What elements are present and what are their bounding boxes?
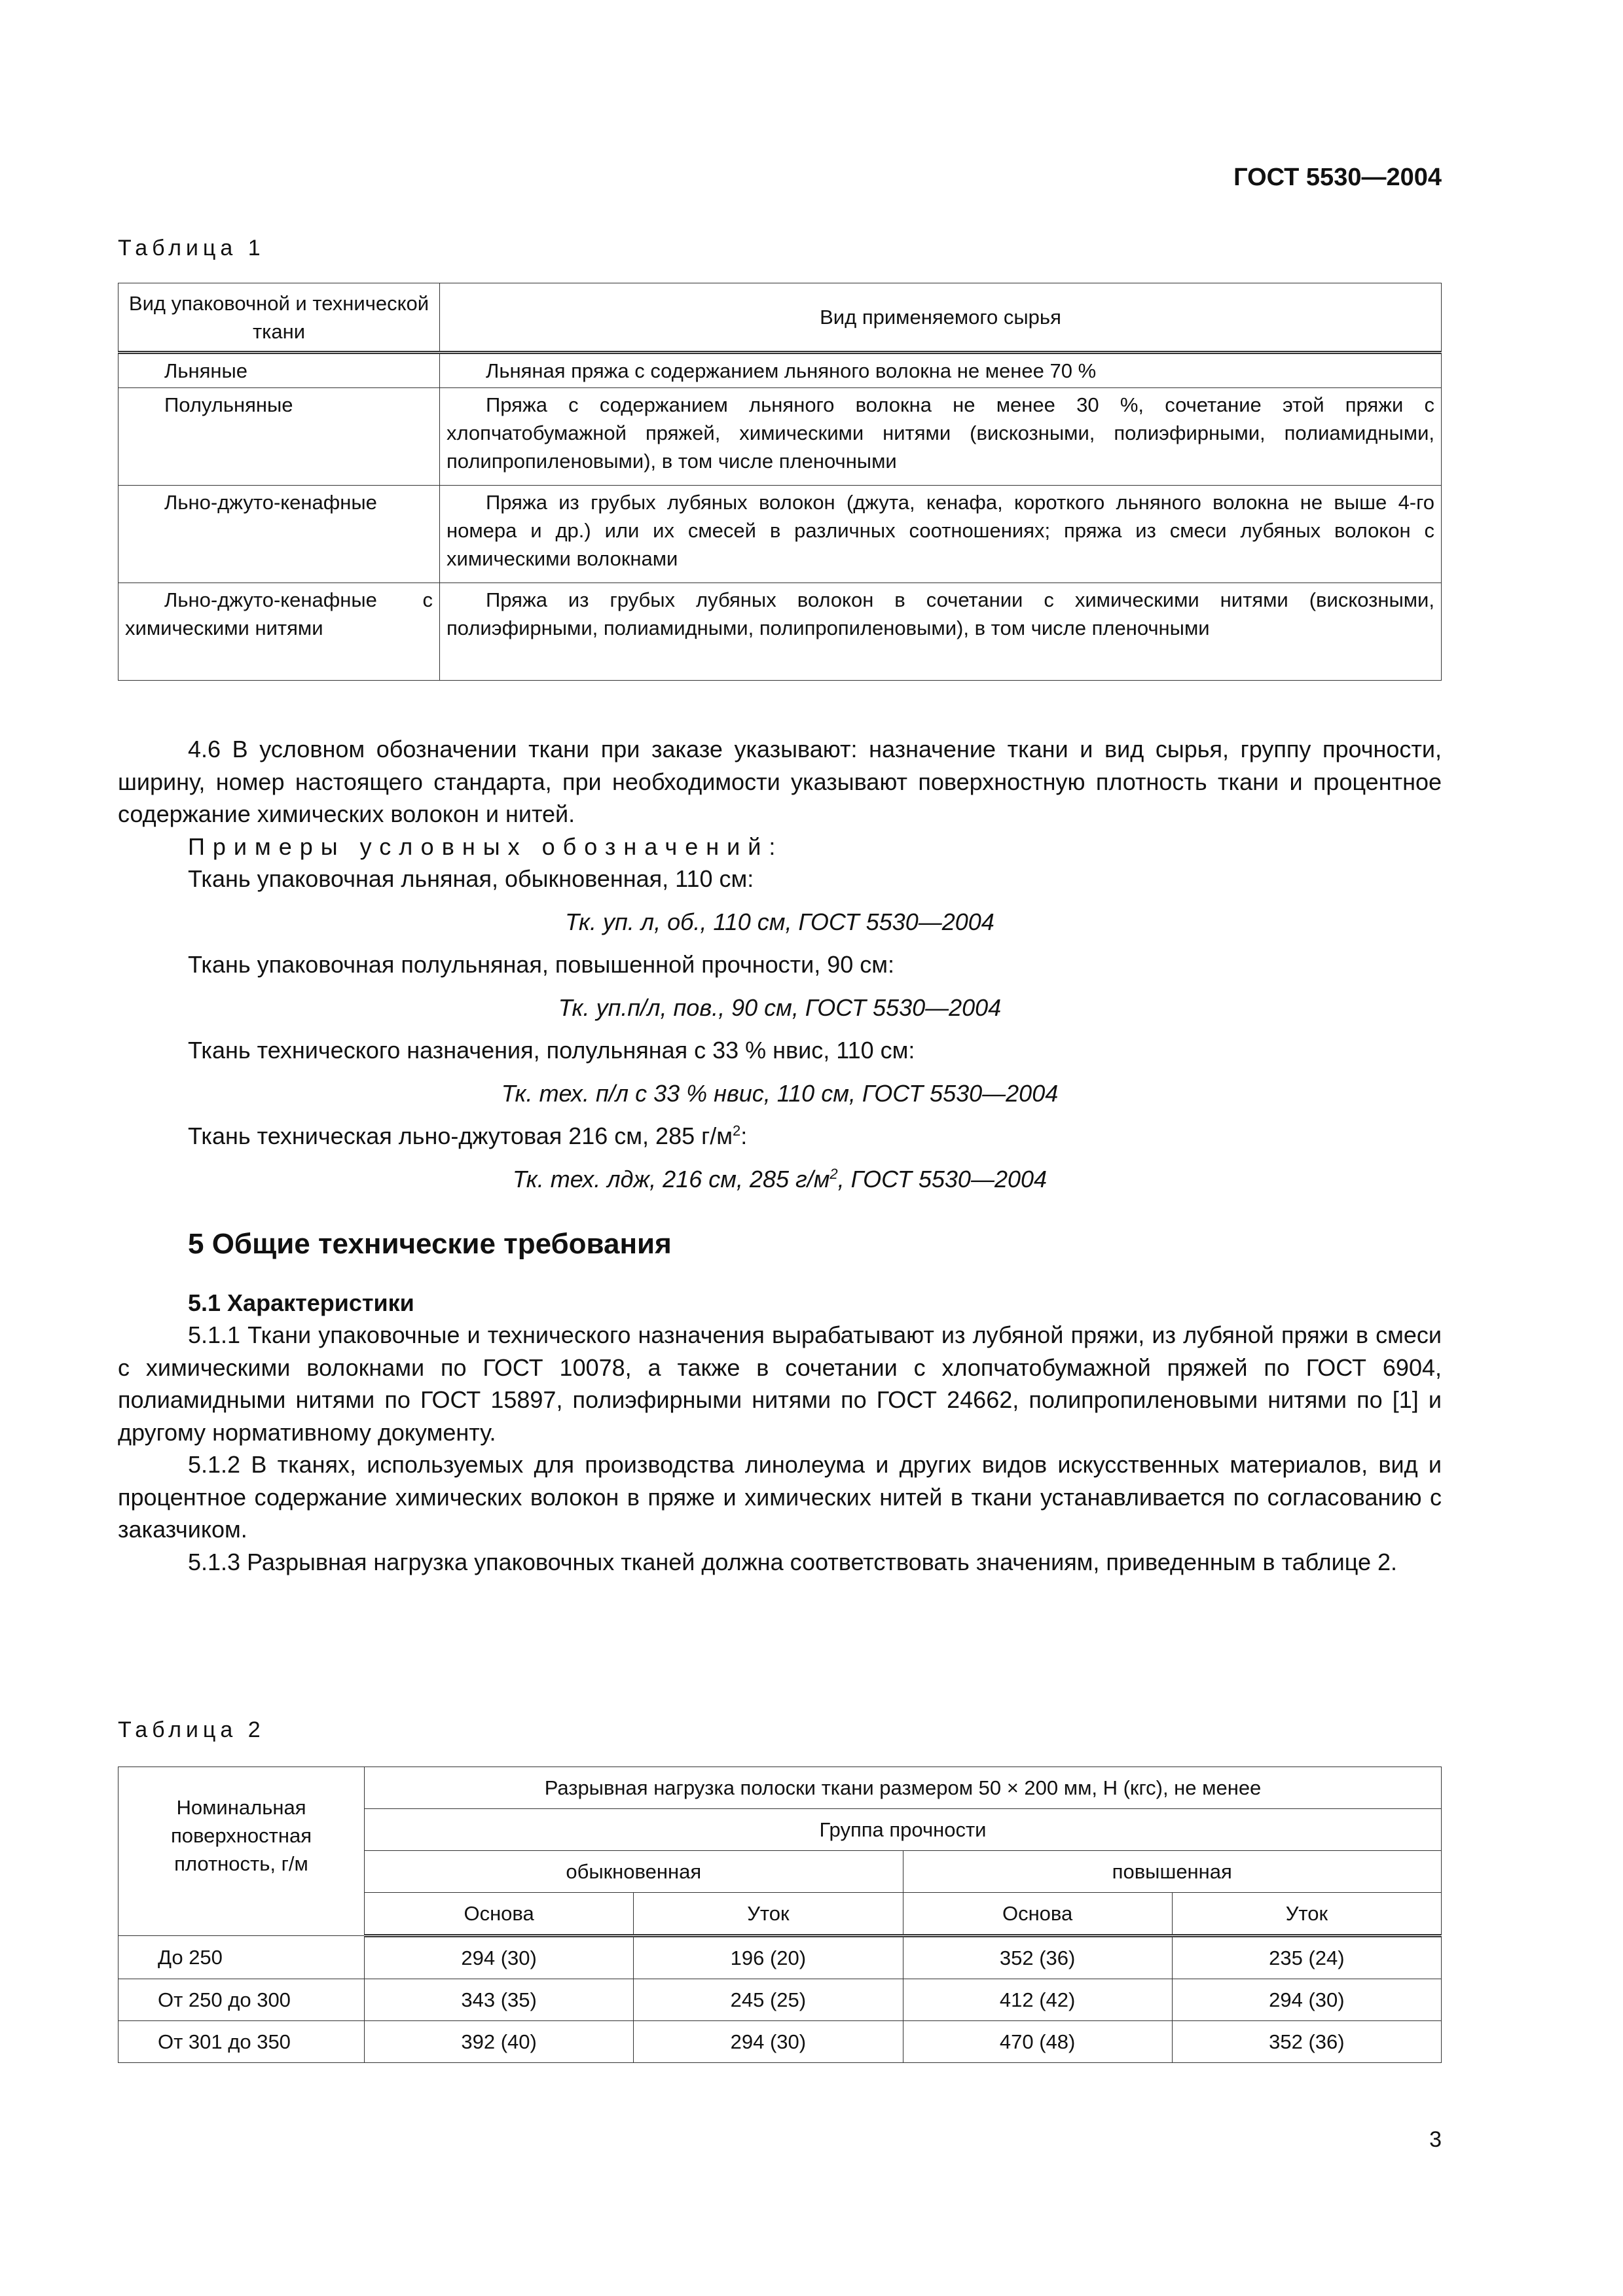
table-row [119, 1936, 1442, 1979]
page-number: 3 [1429, 2127, 1442, 2152]
density-cell: От 250 до 300 [119, 1979, 365, 2021]
density-cell: До 250 [119, 1936, 365, 1979]
header-cell: Уток [1172, 1893, 1441, 1936]
example-code: Тк. уп.п/л, пов., 90 см, ГОСТ 5530—2004 [558, 994, 1002, 1021]
example-text: Ткань упаковочная полульняная, повышенной прочности, 90 см: [188, 951, 894, 978]
example-code-part: , ГОСТ 5530—2004 [837, 1165, 1048, 1193]
table-row [119, 486, 1442, 583]
example-code-part: Тк. тех. лдж, 216 см, 285 г/м [512, 1165, 830, 1193]
raw-material: Пряжа из грубых лубяных волокон (джута, кенафа, короткого льняного волокна не выше 4-го номера и др.) или их смесей в различных соотношениях; пряжа из смеси лубяных волокон с химическими волокнами [440, 486, 1442, 583]
table-header-row [119, 1767, 1442, 1809]
row-header-cell: Номинальная поверхностная плотность, г/м [119, 1767, 365, 1936]
value-cell: 412 (42) [903, 1979, 1172, 2021]
table-row [119, 583, 1442, 681]
superscript: 2 [830, 1165, 838, 1182]
example-text-part: Ткань техническая льно-джутовая 216 см, 285 г/м [188, 1122, 733, 1149]
example-code: Тк. уп. л, об., 110 см, ГОСТ 5530—2004 [565, 908, 994, 935]
header-cell: обыкновенная [365, 1851, 903, 1893]
value-cell: 470 (48) [903, 2021, 1172, 2063]
value-cell: 196 (20) [634, 1936, 903, 1979]
example-text-part: : [740, 1122, 748, 1149]
superscript: 2 [733, 1122, 741, 1139]
header-cell: Уток [634, 1893, 903, 1936]
raw-material: Льняная пряжа с содержанием льняного волокна не менее 70 % [440, 353, 1442, 388]
example-text: Ткань технического назначения, полульняная с 33 % нвис, 110 см: [188, 1037, 915, 1064]
fabric-type: Полульняные [119, 388, 440, 486]
value-cell: 352 (36) [903, 1936, 1172, 1979]
table-row [119, 1979, 1442, 2021]
value-cell: 392 (40) [365, 2021, 634, 2063]
document-header: ГОСТ 5530—2004 [1233, 164, 1442, 191]
header-cell: Вид упаковочной и технической ткани [119, 283, 440, 353]
fabric-type: Льно-джуто-кенафные с химическими нитями [119, 583, 440, 681]
table-2 [118, 1767, 1442, 2063]
paragraph-5-1-1: 5.1.1 Ткани упаковочные и технического назначения вырабатывают из лубяной пряжи, из лубяной пряжи в смеси с химическими волокнами по ГОСТ 10078, а также в сочетании с хлопчатобумажной пряжей по ГОСТ 6904, полиамидными нитями по ГОСТ 15897, полиэфирными нитями по ГОСТ 24662, полипропиленовыми нитями по [1] и другому нормативному документу. [118, 1321, 1442, 1446]
value-cell: 294 (30) [365, 1936, 634, 1979]
example-text [118, 1120, 1442, 1153]
density-cell: От 301 до 350 [119, 2021, 365, 2063]
example-code [118, 1163, 1442, 1196]
raw-material: Пряжа с содержанием льняного волокна не менее 30 %, сочетание этой пряжи с хлопчатобумажной пряжей, химическими нитями (вискозными, полиэфирными, полиамидными, полипропиленовыми), в том числе пленочными [440, 388, 1442, 486]
paragraph-5-1-2: 5.1.2 В тканях, используемых для производства линолеума и других видов искусственных материалов, вид и процентное содержание химических волокон в пряже и химических нитей в ткани устанавливается по согласованию с заказчиком. [118, 1451, 1442, 1543]
value-cell: 245 (25) [634, 1979, 903, 2021]
table1-caption: Таблица 1 [118, 236, 265, 260]
header-cell: Вид применяемого сырья [440, 283, 1442, 353]
table-row [119, 353, 1442, 388]
examples-title: Примеры условных обозначений: [188, 833, 784, 860]
header-cell: Группа прочности [365, 1809, 1442, 1851]
raw-material: Пряжа из грубых лубяных волокон в сочетании с химическими нитями (вискозными, полиэфирными, полиамидными, полипропиленовыми), в том числе пленочными [440, 583, 1442, 681]
value-cell: 294 (30) [1172, 1979, 1441, 2021]
header-cell: повышенная [903, 1851, 1442, 1893]
value-cell: 235 (24) [1172, 1936, 1441, 1979]
fabric-type: Льно-джуто-кенафные [119, 486, 440, 583]
value-cell: 294 (30) [634, 2021, 903, 2063]
value-cell: 343 (35) [365, 1979, 634, 2021]
paragraph-4-6: 4.6 В условном обозначении ткани при заказе указывают: назначение ткани и вид сырья, группу прочности, ширину, номер настоящего стандарта, при необходимости указывают поверхностную плотность ткани и процентное содержание химических волокон и нитей. [118, 736, 1442, 827]
subsection-5-1-heading: 5.1 Характеристики [188, 1289, 414, 1316]
header-cell: Разрывная нагрузка полоски ткани размером 50 × 200 мм, Н (кгс), не менее [365, 1767, 1442, 1809]
fabric-type: Льняные [119, 353, 440, 388]
header-cell: Основа [365, 1893, 634, 1936]
table-row [119, 2021, 1442, 2063]
table2-caption: Таблица 2 [118, 1717, 265, 1742]
table-header-row [119, 283, 1442, 353]
section-5-heading: 5 Общие технические требования [188, 1228, 672, 1260]
body-text [118, 733, 1442, 1578]
example-code: Тк. тех. п/л с 33 % нвис, 110 см, ГОСТ 5530—2004 [501, 1079, 1059, 1107]
paragraph-5-1-3: 5.1.3 Разрывная нагрузка упаковочных тканей должна соответствовать значениям, приведенным в таблице 2. [188, 1548, 1398, 1575]
table-1 [118, 283, 1442, 681]
value-cell: 352 (36) [1172, 2021, 1441, 2063]
header-cell: Основа [903, 1893, 1172, 1936]
example-text: Ткань упаковочная льняная, обыкновенная, 110 см: [188, 865, 754, 892]
table-row [119, 388, 1442, 486]
